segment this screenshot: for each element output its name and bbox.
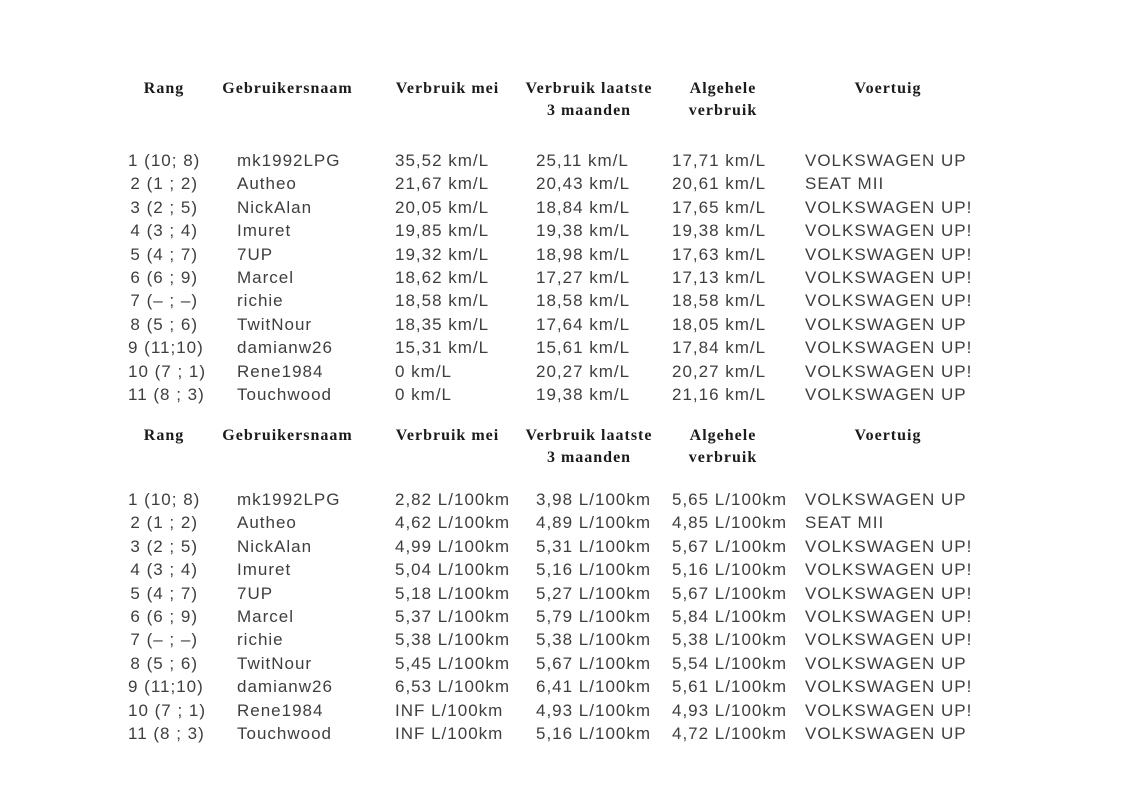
consumption-last-3-months-cell: 4,93 L/100km <box>536 700 652 720</box>
vehicle-cell: VOLKSWAGEN UP! <box>805 244 973 264</box>
column-header-line1: Voertuig <box>854 427 922 444</box>
consumption-may-cell: 20,05 km/L <box>395 197 490 217</box>
consumption-may-cell: 18,35 km/L <box>395 314 490 334</box>
consumption-may-cell: 5,38 L/100km <box>395 630 511 650</box>
table-header-row <box>128 78 988 122</box>
column-header-line2 <box>788 447 988 469</box>
consumption-may-cell: 5,45 L/100km <box>395 653 511 673</box>
rank-cell: 3 (2 ; 5) <box>130 197 198 217</box>
rank-cell: 8 (5 ; 6) <box>130 314 198 334</box>
vehicle-cell: VOLKSWAGEN UP! <box>805 606 973 626</box>
username-cell: Rene1984 <box>237 361 324 381</box>
table-row <box>128 488 988 511</box>
rank-cell: 10 (7 ; 1) <box>128 361 207 381</box>
rank-cell: 5 (4 ; 7) <box>130 583 198 603</box>
leaderboard-table-liter-per-100km <box>128 425 988 745</box>
consumption-last-3-months-cell: 20,27 km/L <box>536 361 631 381</box>
rank-cell: 5 (4 ; 7) <box>130 244 198 264</box>
consumption-last-3-months-cell: 17,27 km/L <box>536 267 631 287</box>
consumption-may-cell: 5,04 L/100km <box>395 560 511 580</box>
overall-consumption-cell: 18,05 km/L <box>672 314 767 334</box>
table-row <box>128 722 988 745</box>
column-header-line1: Verbruik laatste <box>525 80 653 97</box>
column-header-line2 <box>788 100 988 122</box>
vehicle-cell: VOLKSWAGEN UP! <box>805 677 973 697</box>
consumption-last-3-months-cell: 19,38 km/L <box>536 384 631 404</box>
consumption-last-3-months-cell: 18,98 km/L <box>536 244 631 264</box>
username-cell: Marcel <box>237 606 295 626</box>
rank-cell: 9 (11;10) <box>128 677 204 697</box>
overall-consumption-cell: 17,13 km/L <box>672 267 767 287</box>
consumption-last-3-months-cell: 5,16 L/100km <box>536 560 652 580</box>
vehicle-cell: VOLKSWAGEN UP! <box>805 700 973 720</box>
username-cell: Marcel <box>237 267 295 287</box>
username-cell: Touchwood <box>237 723 333 743</box>
rank-cell: 7 (– ; –) <box>130 630 198 650</box>
username-cell: Imuret <box>237 221 292 241</box>
overall-consumption-cell: 17,63 km/L <box>672 244 767 264</box>
vehicle-cell: VOLKSWAGEN UP! <box>805 197 973 217</box>
overall-consumption-cell: 18,58 km/L <box>672 291 767 311</box>
table-row <box>128 336 988 359</box>
vehicle-cell: VOLKSWAGEN UP! <box>805 536 973 556</box>
column-header-consumption-may-cell <box>375 425 520 469</box>
leaderboard-table-km-per-liter <box>128 78 988 406</box>
vehicle-cell: VOLKSWAGEN UP <box>805 723 967 743</box>
table-row <box>128 313 988 336</box>
table-row <box>128 360 988 383</box>
column-header-vehicle-cell <box>788 425 988 469</box>
consumption-last-3-months-cell: 6,41 L/100km <box>536 677 652 697</box>
overall-consumption-cell: 17,84 km/L <box>672 338 767 358</box>
username-cell: Touchwood <box>237 384 333 404</box>
consumption-last-3-months-cell: 17,64 km/L <box>536 314 631 334</box>
table-row <box>128 196 988 219</box>
column-header-line1: Rang <box>143 80 185 97</box>
consumption-last-3-months-cell: 5,31 L/100km <box>536 536 652 556</box>
overall-consumption-cell: 5,67 L/100km <box>672 536 788 556</box>
rank-cell: 11 (8 ; 3) <box>128 723 205 743</box>
rank-cell: 1 (10; 8) <box>128 151 201 170</box>
column-header-line1: Verbruik mei <box>395 427 500 444</box>
column-header-line2: verbruik <box>688 449 758 466</box>
table-body <box>128 149 988 406</box>
username-cell: Autheo <box>237 174 297 194</box>
overall-consumption-cell: 5,16 L/100km <box>672 560 788 580</box>
consumption-last-3-months-cell: 4,89 L/100km <box>536 513 652 533</box>
username-cell: damianw26 <box>237 677 333 697</box>
overall-consumption-cell: 21,16 km/L <box>672 384 767 404</box>
consumption-may-cell: 18,58 km/L <box>395 291 490 311</box>
table-row <box>128 383 988 406</box>
consumption-last-3-months-cell: 18,84 km/L <box>536 197 631 217</box>
vehicle-cell: SEAT MII <box>805 174 885 194</box>
vehicle-cell: VOLKSWAGEN UP! <box>805 291 973 311</box>
table-row <box>128 511 988 534</box>
overall-consumption-cell: 4,85 L/100km <box>672 513 788 533</box>
column-header-overall-consumption-cell <box>658 425 788 469</box>
consumption-last-3-months-cell: 5,67 L/100km <box>536 653 652 673</box>
vehicle-cell: VOLKSWAGEN UP <box>805 384 967 404</box>
username-cell: Imuret <box>237 560 292 580</box>
table-row <box>128 535 988 558</box>
table-row <box>128 558 988 581</box>
vehicle-cell: VOLKSWAGEN UP! <box>805 583 973 603</box>
table-row <box>128 605 988 628</box>
column-header-username-cell <box>200 78 375 122</box>
table-header-row <box>128 425 988 469</box>
table-row <box>128 149 988 172</box>
username-cell: 7UP <box>237 244 274 264</box>
column-header-line1: Algehele <box>689 80 757 97</box>
rank-cell: 1 (10; 8) <box>128 490 201 509</box>
overall-consumption-cell: 4,93 L/100km <box>672 700 788 720</box>
rank-cell: 4 (3 ; 4) <box>130 560 198 580</box>
username-cell: 7UP <box>237 583 274 603</box>
consumption-may-cell: 0 km/L <box>395 384 453 404</box>
table-row <box>128 652 988 675</box>
username-cell: NickAlan <box>237 536 313 556</box>
consumption-may-cell: 5,18 L/100km <box>395 583 511 603</box>
column-header-line1: Gebruikersnaam <box>222 80 353 97</box>
column-header-overall-consumption-cell <box>658 78 788 122</box>
consumption-may-cell: 2,82 L/100km <box>395 490 511 509</box>
overall-consumption-cell: 17,71 km/L <box>672 151 767 170</box>
consumption-last-3-months-cell: 5,16 L/100km <box>536 723 652 743</box>
vehicle-cell: VOLKSWAGEN UP <box>805 314 967 334</box>
consumption-last-3-months-cell: 25,11 km/L <box>536 151 629 170</box>
column-header-line1: Verbruik mei <box>395 80 500 97</box>
column-header-line2: 3 maanden <box>546 449 632 466</box>
consumption-may-cell: 35,52 km/L <box>395 151 490 170</box>
vehicle-cell: VOLKSWAGEN UP <box>805 653 967 673</box>
column-header-consumption-may-cell <box>375 78 520 122</box>
username-cell: Rene1984 <box>237 700 324 720</box>
vehicle-cell: VOLKSWAGEN UP! <box>805 267 973 287</box>
table-row <box>128 289 988 312</box>
rank-cell: 10 (7 ; 1) <box>128 700 207 720</box>
consumption-may-cell: INF L/100km <box>395 723 504 743</box>
consumption-last-3-months-cell: 5,38 L/100km <box>536 630 652 650</box>
rank-cell: 3 (2 ; 5) <box>130 536 198 556</box>
rank-cell: 9 (11;10) <box>128 338 204 358</box>
overall-consumption-cell: 20,61 km/L <box>672 174 767 194</box>
table-row <box>128 243 988 266</box>
table-row <box>128 266 988 289</box>
table-row <box>128 582 988 605</box>
rank-cell: 11 (8 ; 3) <box>128 384 205 404</box>
column-header-line2 <box>375 100 520 122</box>
consumption-last-3-months-cell: 15,61 km/L <box>536 338 631 358</box>
rank-cell: 6 (6 ; 9) <box>130 606 198 626</box>
vehicle-cell: VOLKSWAGEN UP! <box>805 338 973 358</box>
consumption-last-3-months-cell: 20,43 km/L <box>536 174 631 194</box>
rank-cell: 2 (1 ; 2) <box>130 513 198 533</box>
column-header-consumption-last-3-months-cell <box>520 78 658 122</box>
overall-consumption-cell: 5,67 L/100km <box>672 583 788 603</box>
column-header-line1: Voertuig <box>854 80 922 97</box>
consumption-may-cell: 5,37 L/100km <box>395 606 511 626</box>
column-header-line2 <box>200 447 375 469</box>
column-header-line1: Rang <box>143 427 185 444</box>
overall-consumption-cell: 20,27 km/L <box>672 361 767 381</box>
overall-consumption-cell: 4,72 L/100km <box>672 723 788 743</box>
column-header-line2: 3 maanden <box>546 102 632 119</box>
column-header-line2 <box>128 100 200 122</box>
column-header-line2: verbruik <box>688 102 758 119</box>
consumption-may-cell: 21,67 km/L <box>395 174 490 194</box>
username-cell: mk1992LPG <box>237 151 341 170</box>
username-cell: mk1992LPG <box>237 490 341 509</box>
overall-consumption-cell: 5,65 L/100km <box>672 490 788 509</box>
column-header-line2 <box>200 100 375 122</box>
rank-cell: 6 (6 ; 9) <box>130 267 198 287</box>
username-cell: Autheo <box>237 513 297 533</box>
rank-cell: 7 (– ; –) <box>130 291 198 311</box>
column-header-line1: Algehele <box>689 427 757 444</box>
vehicle-cell: VOLKSWAGEN UP! <box>805 221 973 241</box>
table-row <box>128 628 988 651</box>
table-row <box>128 172 988 195</box>
overall-consumption-cell: 5,54 L/100km <box>672 653 788 673</box>
consumption-may-cell: 15,31 km/L <box>395 338 490 358</box>
vehicle-cell: VOLKSWAGEN UP! <box>805 560 973 580</box>
consumption-may-cell: 6,53 L/100km <box>395 677 511 697</box>
username-cell: NickAlan <box>237 197 313 217</box>
column-header-line1: Verbruik laatste <box>525 427 653 444</box>
rank-cell: 8 (5 ; 6) <box>130 653 198 673</box>
consumption-may-cell: 18,62 km/L <box>395 267 490 287</box>
consumption-last-3-months-cell: 5,79 L/100km <box>536 606 652 626</box>
consumption-last-3-months-cell: 3,98 L/100km <box>536 490 652 509</box>
username-cell: damianw26 <box>237 338 333 358</box>
consumption-may-cell: 19,85 km/L <box>395 221 490 241</box>
username-cell: TwitNour <box>237 314 313 334</box>
vehicle-cell: VOLKSWAGEN UP <box>805 151 967 170</box>
consumption-may-cell: 19,32 km/L <box>395 244 490 264</box>
consumption-last-3-months-cell: 18,58 km/L <box>536 291 631 311</box>
column-header-rank-cell <box>128 425 200 469</box>
consumption-last-3-months-cell: 5,27 L/100km <box>536 583 652 603</box>
overall-consumption-cell: 5,84 L/100km <box>672 606 788 626</box>
overall-consumption-cell: 5,61 L/100km <box>672 677 788 697</box>
column-header-username-cell <box>200 425 375 469</box>
table-row <box>128 699 988 722</box>
column-header-line2 <box>375 447 520 469</box>
table-row <box>128 219 988 242</box>
vehicle-cell: SEAT MII <box>805 513 885 533</box>
column-header-rank-cell <box>128 78 200 122</box>
column-header-consumption-last-3-months-cell <box>520 425 658 469</box>
vehicle-cell: VOLKSWAGEN UP! <box>805 630 973 650</box>
consumption-may-cell: 4,99 L/100km <box>395 536 511 556</box>
username-cell: TwitNour <box>237 653 313 673</box>
consumption-may-cell: 4,62 L/100km <box>395 513 511 533</box>
table-body <box>128 488 988 745</box>
overall-consumption-cell: 5,38 L/100km <box>672 630 788 650</box>
consumption-last-3-months-cell: 19,38 km/L <box>536 221 631 241</box>
vehicle-cell: VOLKSWAGEN UP <box>805 490 967 509</box>
overall-consumption-cell: 17,65 km/L <box>672 197 767 217</box>
vehicle-cell: VOLKSWAGEN UP! <box>805 361 973 381</box>
username-cell: richie <box>237 630 284 650</box>
rank-cell: 2 (1 ; 2) <box>130 174 198 194</box>
consumption-may-cell: 0 km/L <box>395 361 453 381</box>
username-cell: richie <box>237 291 284 311</box>
overall-consumption-cell: 19,38 km/L <box>672 221 767 241</box>
column-header-line1: Gebruikersnaam <box>222 427 353 444</box>
rank-cell: 4 (3 ; 4) <box>130 221 198 241</box>
column-header-line2 <box>128 447 200 469</box>
column-header-vehicle-cell <box>788 78 988 122</box>
table-row <box>128 675 988 698</box>
consumption-may-cell: INF L/100km <box>395 700 504 720</box>
